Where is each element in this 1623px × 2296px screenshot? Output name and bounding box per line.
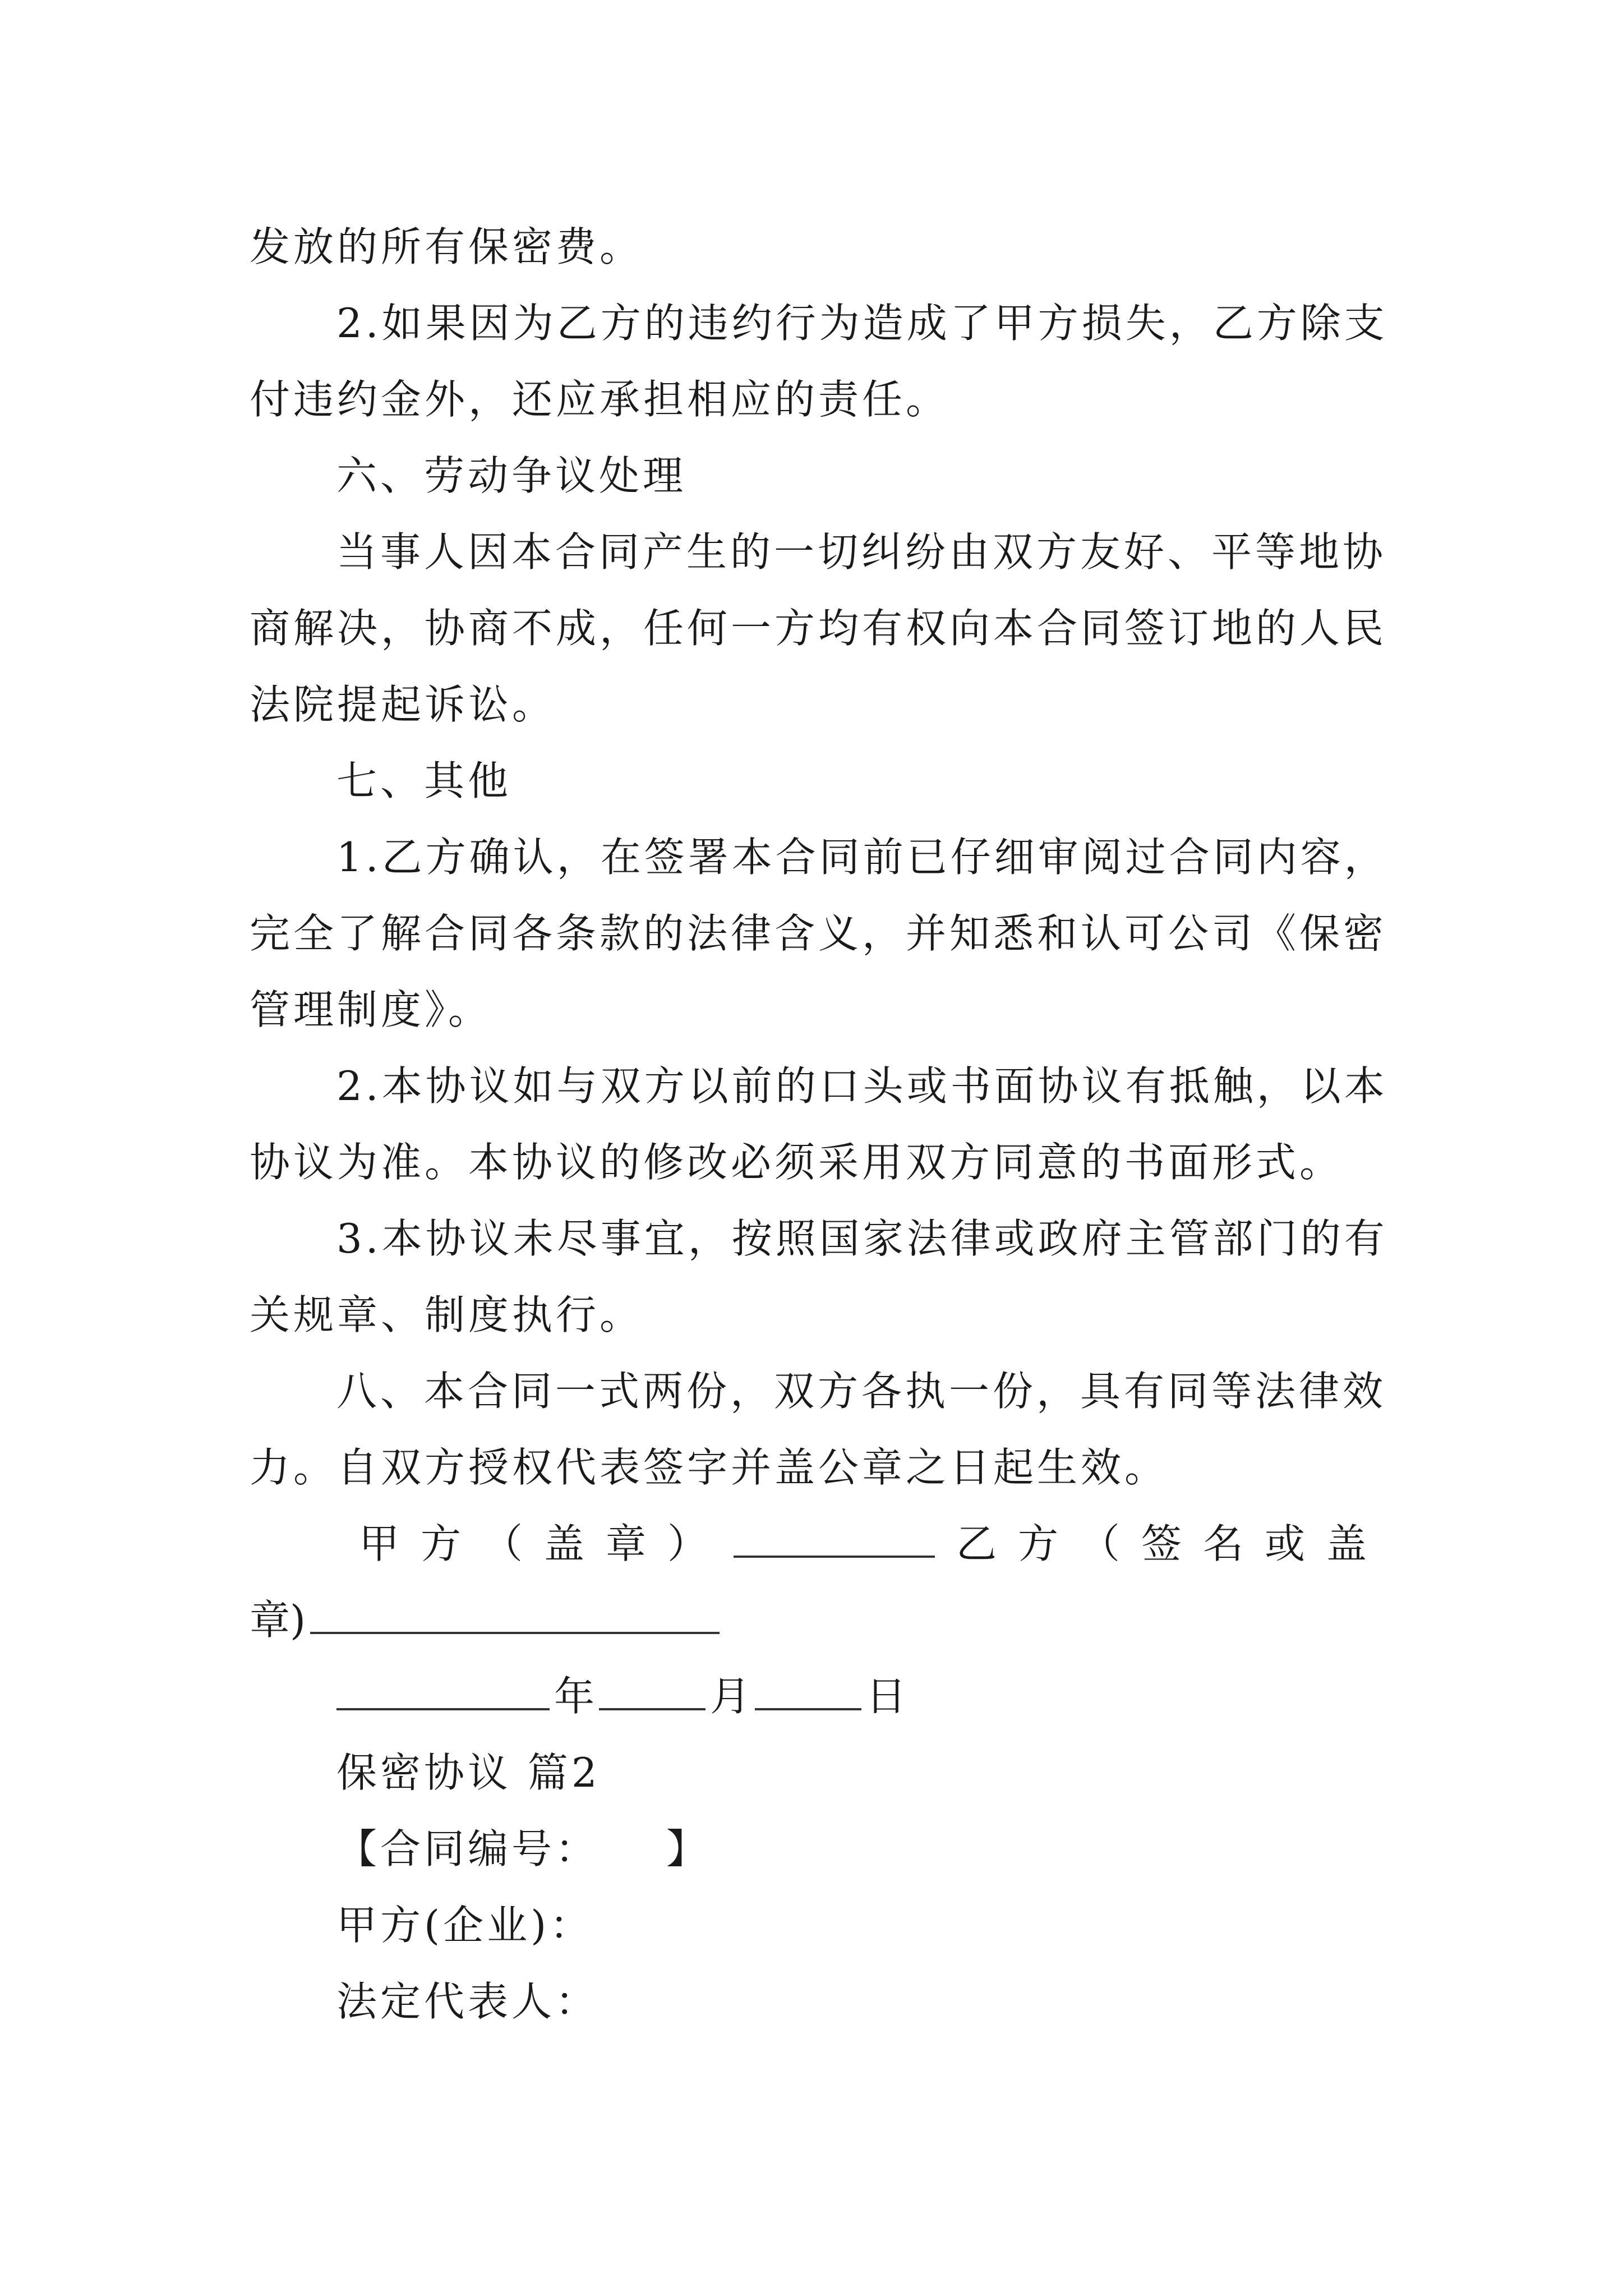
- text-line: 协议为准。本协议的修改必须采用双方同意的书面形式。: [250, 1139, 1344, 1186]
- day-blank[interactable]: [755, 1673, 861, 1710]
- text-line: 管理制度》。: [250, 986, 492, 1033]
- section-title: 保密协议 篇2: [336, 1749, 601, 1796]
- party-b-seal-label: 乙方（签名或盖: [956, 1520, 1388, 1567]
- text-line: 1.乙方确认，在签署本合同前已仔细审阅过合同内容，: [336, 834, 1388, 881]
- section-heading: 七、其他: [336, 757, 512, 804]
- text-line: 力。自双方授权代表签字并盖公章之日起生效。: [250, 1444, 1169, 1491]
- signature-row: [359, 1506, 1388, 1582]
- year-label: 年: [554, 1673, 595, 1720]
- day-label: 日: [866, 1673, 907, 1720]
- text-line: 发放的所有保密费。: [250, 223, 644, 270]
- text-line: 当事人因本合同产生的一切纠纷由双方友好、平等地协: [336, 528, 1387, 576]
- month-blank[interactable]: [599, 1673, 706, 1710]
- text-line: 商解决，协商不成，任何一方均有权向本合同签订地的人民: [250, 605, 1387, 652]
- text-line: 2.如果因为乙方的违约行为造成了甲方损失，乙方除支: [336, 300, 1388, 347]
- date-row: [336, 1658, 1388, 1734]
- party-a-signature-blank[interactable]: [734, 1521, 935, 1558]
- party-b-seal-label-cont: 章): [250, 1596, 306, 1644]
- text-line: 法院提起诉讼。: [250, 681, 556, 728]
- signature-row-cont: [250, 1582, 1388, 1658]
- party-a-company: 甲方(企业)：: [336, 1902, 594, 1949]
- section-heading: 六、劳动争议处理: [336, 452, 687, 499]
- year-blank[interactable]: [336, 1673, 550, 1710]
- text-line: 八、本合同一式两份，双方各执一份，具有同等法律效: [336, 1368, 1387, 1415]
- text-line: 付违约金外，还应承担相应的责任。: [250, 376, 950, 423]
- text-line: 3.本协议未尽事宜，按照国家法律或政府主管部门的有: [336, 1215, 1388, 1262]
- text-line: 关规章、制度执行。: [250, 1291, 644, 1338]
- text-line: 完全了解合同各条款的法律含义，并知悉和认可公司《保密: [250, 910, 1387, 957]
- contract-number: 【合同编号： 】: [336, 1825, 711, 1872]
- text-line: 2.本协议如与双方以前的口头或书面协议有抵触，以本: [336, 1062, 1388, 1110]
- party-a-seal-label: 甲方（盖章）: [359, 1520, 730, 1567]
- month-label: 月: [710, 1673, 751, 1720]
- party-b-signature-blank[interactable]: [310, 1597, 720, 1634]
- legal-representative: 法定代表人：: [336, 1978, 600, 2025]
